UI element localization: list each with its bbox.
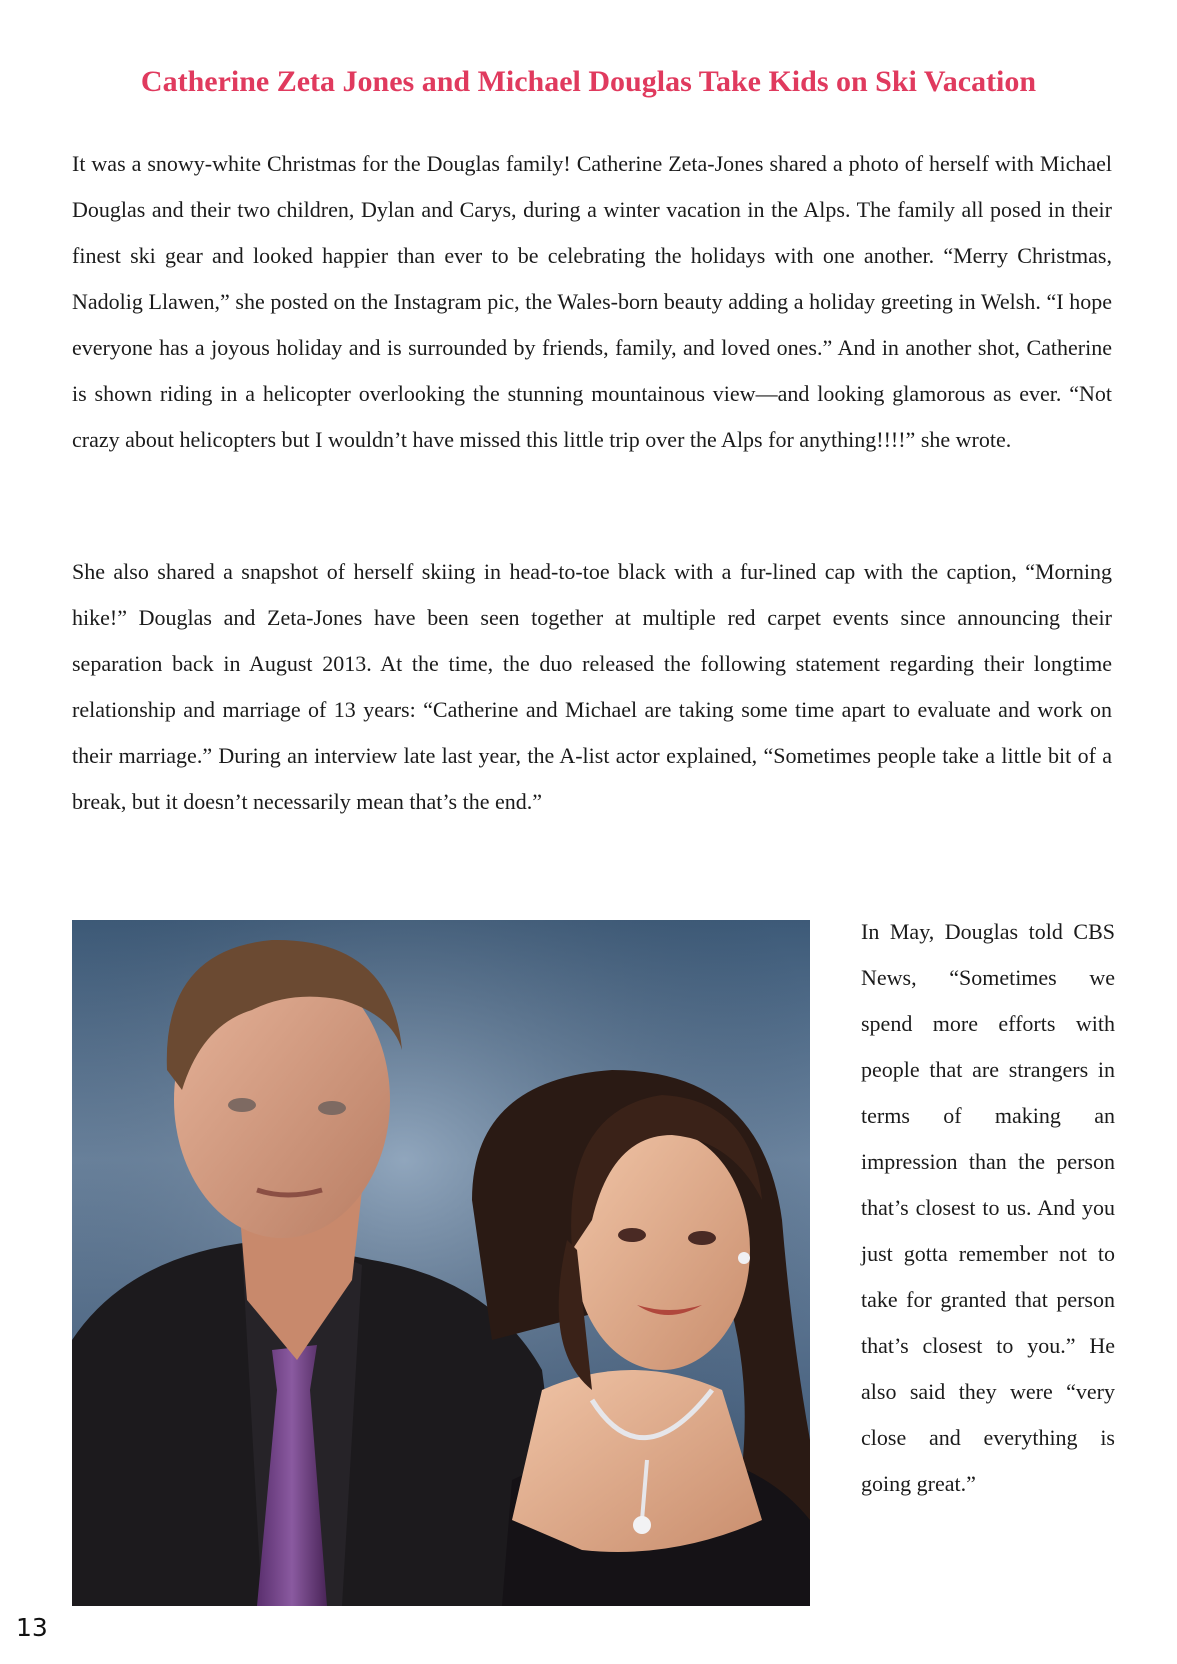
body-paragraph-2: She also shared a snapshot of herself skiing in head-to-toe black with a fur-lined cap with the caption, “Morning hike!” Douglas and Zeta-Jones have been seen together at multiple red carpet events since announcing their separation back in August 2013. At the time, the duo released the following statement regarding their longtime relationship and marriage of 13 years: “Catherine and Michael are taking some time apart to evaluate and work on their marriage.” During an interview late last year, the A-list actor explained, “Sometimes people take a little bit of a break, but it doesn’t necessarily mean that’s the end.” xyxy=(72,559,1112,814)
body-paragraph-1: It was a snowy-white Christmas for the Douglas family! Catherine Zeta-Jones shared a photo of herself with Michael Douglas and their two children, Dylan and Carys, during a winter vacation in the Alps. The family all posed in their finest ski gear and looked happier than ever to be celebrating the holidays with one another. “Merry Christmas, Nadolig Llawen,” she posted on the Instagram pic, the Wales-born beauty adding a holiday greeting in Welsh. “I hope everyone has a joyous holiday and is surrounded by friends, family, and loved ones.” And in another shot, Catherine is shown riding in a helicopter overlooking the stunning mountainous view—and looking glamorous as ever. “Not crazy about helicopters but I wouldn’t have missed this little trip over the Alps for anything!!!!” she wrote. xyxy=(72,151,1112,452)
couple-portrait-photo xyxy=(72,920,810,1606)
page-number: 13 xyxy=(16,1613,48,1642)
sidebar-quote-text: In May, Douglas told CBS News, “Sometimes we spend more efforts with people that are strangers in terms of making an impression than the person that’s closest to us. And you just gotta remember not to take for granted that person that’s closest to you.” He also said they were “very close and everything is going great.” xyxy=(861,919,1115,1496)
article-title: Catherine Zeta Jones and Michael Douglas Take Kids on Ski Vacation xyxy=(140,65,1037,98)
